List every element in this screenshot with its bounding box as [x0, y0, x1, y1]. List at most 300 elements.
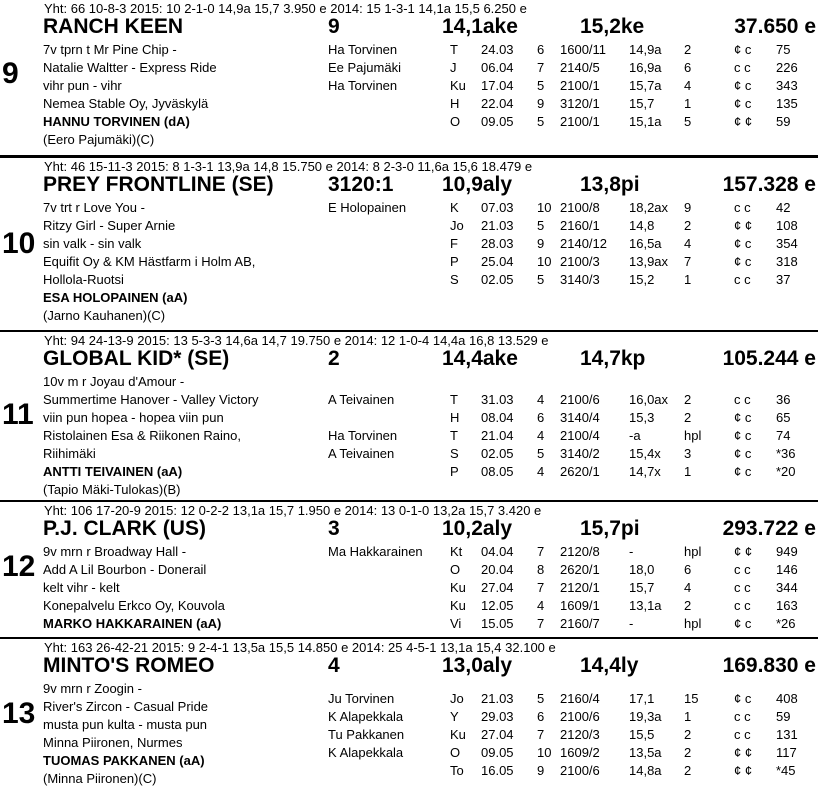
start-position: 3120:1 — [328, 173, 394, 196]
race-row — [0, 199, 818, 217]
race-prize: 226 — [776, 60, 798, 75]
race-time: 16,5a — [629, 236, 662, 251]
race-row — [0, 561, 818, 579]
race-date: 20.04 — [481, 562, 514, 577]
race-odds: c c — [734, 60, 751, 75]
race-start-number: 9 — [537, 96, 545, 111]
race-date: 21.04 — [481, 428, 514, 443]
race-date: 31.03 — [481, 392, 514, 407]
horse-entry-10 — [0, 158, 818, 330]
race-track: O — [450, 562, 461, 577]
race-time: 13,9ax — [629, 254, 669, 269]
race-prize: 59 — [776, 114, 791, 129]
race-distance: 3140/3 — [560, 272, 600, 287]
race-row — [0, 41, 818, 59]
season-record: 14,4ly — [580, 654, 639, 677]
race-row — [0, 77, 818, 95]
race-driver: K Alapekkala — [328, 745, 404, 760]
info-line: 7v trt r Love You - — [43, 200, 145, 215]
best-record: 10,9aly — [442, 173, 513, 196]
race-odds: ¢ ¢ — [734, 114, 753, 129]
info-line: 9v mrn r Broadway Hall - — [43, 544, 187, 559]
race-odds: ¢ c — [734, 616, 752, 631]
info-line: Equifit Oy & KM Hästfarm i Holm AB, — [43, 254, 256, 269]
race-odds: c c — [734, 562, 751, 577]
race-row — [0, 271, 818, 289]
horse-entry-9 — [0, 0, 818, 155]
driver-name: TUOMAS PAKKANEN (aA) — [43, 753, 205, 768]
info-line: kelt vihr - kelt — [43, 580, 120, 595]
race-driver: Ma Hakkarainen — [328, 544, 423, 559]
race-distance: 3140/2 — [560, 446, 600, 461]
race-odds: c c — [734, 580, 751, 595]
race-prize: 117 — [776, 745, 797, 760]
race-track: Ku — [450, 727, 466, 742]
race-prize: 42 — [776, 200, 791, 215]
race-position: 2 — [684, 598, 692, 613]
race-odds: ¢ c — [734, 96, 752, 111]
race-time: 14,8 — [629, 218, 655, 233]
career-stats: Yht: 46 15-11-3 2015: 8 1-3-1 13,9a 14,8 15.750 e 2014: 8 2-3-0 11,6a 15,6 18.479 e — [44, 159, 533, 174]
race-position: 6 — [684, 562, 692, 577]
info-line: (Eero Pajumäki)(C) — [43, 132, 155, 147]
best-record: 14,1ake — [442, 15, 518, 38]
race-prize: *45 — [776, 763, 796, 778]
race-position: 6 — [684, 60, 692, 75]
race-row — [0, 744, 818, 762]
start-position: 4 — [328, 654, 340, 677]
info-line: (Minna Piironen)(C) — [43, 771, 157, 786]
race-track: Jo — [450, 691, 464, 706]
race-start-number: 7 — [537, 544, 545, 559]
career-stats: Yht: 106 17-20-9 2015: 12 0-2-2 13,1a 15,7 1.950 e 2014: 13 0-1-0 13,2a 15,7 3.420 e — [44, 503, 542, 518]
career-stats: Yht: 163 26-42-21 2015: 9 2-4-1 13,5a 15,5 14.850 e 2014: 25 4-5-1 13,1a 15,4 32.100 e — [44, 640, 556, 655]
race-distance: 2140/5 — [560, 60, 600, 75]
race-date: 06.04 — [481, 60, 514, 75]
race-date: 04.04 — [481, 544, 514, 559]
race-distance: 2120/1 — [560, 580, 600, 595]
race-time: - — [629, 544, 634, 559]
race-row — [0, 543, 818, 561]
race-prize: 949 — [776, 544, 798, 559]
info-line: 7v tprn t Mr Pine Chip - — [43, 42, 177, 57]
race-odds: c c — [734, 272, 751, 287]
race-track: O — [450, 745, 461, 760]
race-row — [0, 463, 818, 481]
race-time: 15,1a — [629, 114, 662, 129]
race-prize: 354 — [776, 236, 798, 251]
race-odds: ¢ c — [734, 78, 752, 93]
race-prize: 344 — [776, 580, 798, 595]
race-time: 14,7x — [629, 464, 661, 479]
race-prize: 36 — [776, 392, 791, 407]
race-position: 2 — [684, 410, 692, 425]
race-row — [0, 708, 818, 726]
race-position: 1 — [684, 709, 692, 724]
race-start-number: 10 — [537, 745, 552, 760]
race-track: S — [450, 446, 459, 461]
race-date: 08.05 — [481, 464, 514, 479]
total-earnings: 157.328 e — [722, 173, 816, 196]
race-start-number: 7 — [537, 616, 545, 631]
race-odds: ¢ ¢ — [734, 218, 753, 233]
race-start-number: 5 — [537, 78, 545, 93]
race-distance: 2160/1 — [560, 218, 600, 233]
race-track: T — [450, 428, 458, 443]
race-start-number: 7 — [537, 60, 545, 75]
race-track: T — [450, 42, 458, 57]
race-position: 2 — [684, 392, 692, 407]
total-earnings: 169.830 e — [722, 654, 816, 677]
race-time: 15,3 — [629, 410, 655, 425]
race-date: 29.03 — [481, 709, 514, 724]
start-position: 3 — [328, 517, 340, 540]
race-row — [0, 579, 818, 597]
race-driver: A Teivainen — [328, 446, 395, 461]
race-prize: 408 — [776, 691, 798, 706]
race-prize: 146 — [776, 562, 798, 577]
race-prize: 65 — [776, 410, 791, 425]
race-time: 13,1a — [629, 598, 662, 613]
info-line: River's Zircon - Casual Pride — [43, 699, 209, 714]
race-time: -a — [629, 428, 641, 443]
info-line: sin valk - sin valk — [43, 236, 142, 251]
race-time: 17,1 — [629, 691, 655, 706]
race-driver: Ha Torvinen — [328, 78, 398, 93]
horse-name: MINTO'S ROMEO — [43, 654, 215, 677]
race-track: K — [450, 200, 459, 215]
race-date: 09.05 — [481, 745, 514, 760]
race-start-number: 10 — [537, 254, 552, 269]
race-distance: 1600/11 — [560, 42, 607, 57]
race-position: hpl — [684, 428, 702, 443]
race-time: 16,0ax — [629, 392, 669, 407]
race-start-number: 5 — [537, 272, 545, 287]
race-position: 2 — [684, 218, 692, 233]
race-row — [0, 762, 818, 780]
race-row — [0, 615, 818, 633]
race-driver: Ju Torvinen — [328, 691, 395, 706]
program-number: 11 — [2, 398, 34, 431]
race-distance: 2100/1 — [560, 114, 600, 129]
race-start-number: 10 — [537, 200, 552, 215]
race-start-number: 4 — [537, 464, 545, 479]
race-time: 13,5a — [629, 745, 662, 760]
race-row — [0, 597, 818, 615]
race-time: 15,7 — [629, 580, 655, 595]
race-prize: 74 — [776, 428, 791, 443]
race-track: P — [450, 254, 459, 269]
race-distance: 2100/4 — [560, 428, 600, 443]
race-start-number: 5 — [537, 218, 545, 233]
race-time: 14,9a — [629, 42, 662, 57]
race-track: Kt — [450, 544, 463, 559]
race-driver: K Alapekkala — [328, 709, 404, 724]
race-start-number: 4 — [537, 598, 545, 613]
race-track: Ku — [450, 580, 466, 595]
race-time: 18,2ax — [629, 200, 669, 215]
best-record: 10,2aly — [442, 517, 513, 540]
race-distance: 2100/1 — [560, 78, 600, 93]
race-start-number: 5 — [537, 446, 545, 461]
race-distance: 3120/1 — [560, 96, 600, 111]
race-track: J — [450, 60, 457, 75]
info-line: Ritzy Girl - Super Arnie — [43, 218, 176, 233]
race-time: 18,0 — [629, 562, 655, 577]
race-distance: 2620/1 — [560, 464, 600, 479]
race-date: 16.05 — [481, 763, 514, 778]
race-position: 15 — [684, 691, 699, 706]
race-date: 17.04 — [481, 78, 514, 93]
info-line: (Tapio Mäki-Tulokas)(B) — [43, 482, 181, 497]
race-distance: 3140/4 — [560, 410, 600, 425]
info-line: Ristolainen Esa & Riikonen Raino, — [43, 428, 241, 443]
race-odds: c c — [734, 598, 751, 613]
race-driver: Ha Torvinen — [328, 42, 398, 57]
race-odds: c c — [734, 727, 751, 742]
race-prize: *20 — [776, 464, 796, 479]
driver-name: MARKO HAKKARAINEN (aA) — [43, 616, 222, 631]
driver-name: ESA HOLOPAINEN (aA) — [43, 290, 188, 305]
race-prize: 318 — [776, 254, 798, 269]
race-start-number: 4 — [537, 392, 545, 407]
start-position: 2 — [328, 347, 340, 370]
program-number: 10 — [2, 227, 36, 260]
race-date: 24.03 — [481, 42, 514, 57]
race-date: 02.05 — [481, 446, 514, 461]
info-line: 9v mrn r Zoogin - — [43, 681, 142, 696]
race-driver: Tu Pakkanen — [328, 727, 405, 742]
race-date: 15.05 — [481, 616, 514, 631]
race-distance: 2100/6 — [560, 392, 600, 407]
info-line: 10v m r Joyau d'Amour - — [43, 374, 185, 389]
race-date: 25.04 — [481, 254, 514, 269]
info-line: Summertime Hanover - Valley Victory — [43, 392, 259, 407]
race-odds: ¢ c — [734, 236, 752, 251]
race-start-number: 7 — [537, 727, 545, 742]
info-line: Hollola-Ruotsi — [43, 272, 124, 287]
race-start-number: 5 — [537, 691, 545, 706]
horse-name: P.J. CLARK (US) — [43, 517, 206, 540]
race-date: 07.03 — [481, 200, 514, 215]
race-position: 4 — [684, 580, 692, 595]
info-line: Add A Lil Bourbon - Donerail — [43, 562, 207, 577]
driver-name: ANTTI TEIVAINEN (aA) — [43, 464, 183, 479]
race-odds: ¢ c — [734, 464, 752, 479]
race-prize: *36 — [776, 446, 796, 461]
race-track: Vi — [450, 616, 462, 631]
race-distance: 2120/8 — [560, 544, 600, 559]
race-distance: 2100/8 — [560, 200, 600, 215]
race-row — [0, 113, 818, 131]
race-row — [0, 95, 818, 113]
race-distance: 2100/6 — [560, 709, 600, 724]
race-track: O — [450, 114, 461, 129]
race-position: 5 — [684, 114, 692, 129]
race-distance: 2160/7 — [560, 616, 600, 631]
race-distance: 1609/1 — [560, 598, 600, 613]
race-odds: ¢ ¢ — [734, 544, 753, 559]
race-driver: A Teivainen — [328, 392, 395, 407]
race-odds: ¢ c — [734, 446, 752, 461]
race-row — [0, 217, 818, 235]
race-track: S — [450, 272, 459, 287]
race-date: 12.05 — [481, 598, 514, 613]
horse-name: GLOBAL KID* (SE) — [43, 347, 230, 370]
career-stats: Yht: 66 10-8-3 2015: 10 2-1-0 14,9a 15,7 3.950 e 2014: 15 1-3-1 14,1a 15,5 6.250 e — [44, 1, 527, 16]
info-line: viin pun hopea - hopea viin pun — [43, 410, 224, 425]
race-date: 09.05 — [481, 114, 514, 129]
race-track: Y — [450, 709, 459, 724]
race-distance: 2620/1 — [560, 562, 600, 577]
race-time: 15,7a — [629, 78, 662, 93]
race-track: T — [450, 392, 458, 407]
race-track: F — [450, 236, 458, 251]
race-row — [0, 726, 818, 744]
race-date: 21.03 — [481, 691, 514, 706]
info-line: Natalie Waltter - Express Ride — [43, 60, 217, 75]
race-time: 16,9a — [629, 60, 662, 75]
race-prize: 131 — [776, 727, 798, 742]
race-start-number: 6 — [537, 42, 545, 57]
info-line: Nemea Stable Oy, Jyväskylä — [43, 96, 209, 111]
race-row — [0, 59, 818, 77]
race-distance: 2100/3 — [560, 254, 600, 269]
race-prize: *26 — [776, 616, 796, 631]
race-odds: ¢ c — [734, 42, 752, 57]
program-number: 9 — [2, 57, 19, 90]
career-stats: Yht: 94 24-13-9 2015: 13 5-3-3 14,6a 14,7 19.750 e 2014: 12 1-0-4 14,4a 16,8 13.529 e — [44, 333, 549, 348]
race-prize: 163 — [776, 598, 798, 613]
race-position: 2 — [684, 727, 692, 742]
info-line: vihr pun - vihr — [43, 78, 122, 93]
race-position: 2 — [684, 42, 692, 57]
race-date: 02.05 — [481, 272, 514, 287]
race-row — [0, 445, 818, 463]
best-record: 13,0aly — [442, 654, 513, 677]
race-time: 15,4x — [629, 446, 661, 461]
race-odds: ¢ c — [734, 254, 752, 269]
horse-entry-11 — [0, 332, 818, 500]
race-start-number: 6 — [537, 410, 545, 425]
info-line: Minna Piironen, Nurmes — [43, 735, 183, 750]
race-start-number: 4 — [537, 428, 545, 443]
race-odds: ¢ ¢ — [734, 763, 753, 778]
race-row — [0, 235, 818, 253]
race-odds: c c — [734, 709, 751, 724]
race-row — [0, 690, 818, 708]
race-prize: 108 — [776, 218, 798, 233]
race-track: P — [450, 464, 459, 479]
season-record: 15,7pi — [580, 517, 640, 540]
race-position: 2 — [684, 763, 692, 778]
race-driver: Ha Torvinen — [328, 428, 398, 443]
race-date: 21.03 — [481, 218, 514, 233]
race-prize: 343 — [776, 78, 798, 93]
race-start-number: 6 — [537, 709, 545, 724]
race-time: - — [629, 616, 634, 631]
race-position: 1 — [684, 272, 692, 287]
race-prize: 37 — [776, 272, 791, 287]
info-line: Konepalvelu Erkco Oy, Kouvola — [43, 598, 225, 613]
race-date: 22.04 — [481, 96, 514, 111]
race-date: 27.04 — [481, 580, 514, 595]
total-earnings: 293.722 e — [722, 517, 816, 540]
info-line: musta pun kulta - musta pun — [43, 717, 208, 732]
best-record: 14,4ake — [442, 347, 518, 370]
race-row — [0, 391, 818, 409]
race-start-number: 9 — [537, 763, 545, 778]
race-position: 4 — [684, 236, 692, 251]
race-odds: ¢ c — [734, 428, 752, 443]
race-date: 28.03 — [481, 236, 514, 251]
race-prize: 135 — [776, 96, 798, 111]
race-position: 4 — [684, 78, 692, 93]
race-distance: 2100/6 — [560, 763, 600, 778]
program-number: 12 — [2, 550, 36, 583]
race-prize: 59 — [776, 709, 791, 724]
race-position: 1 — [684, 96, 692, 111]
race-distance: 1609/2 — [560, 745, 600, 760]
race-date: 08.04 — [481, 410, 514, 425]
race-date: 27.04 — [481, 727, 514, 742]
race-odds: ¢ ¢ — [734, 745, 753, 760]
race-odds: ¢ c — [734, 410, 752, 425]
race-time: 14,8a — [629, 763, 662, 778]
race-row — [0, 253, 818, 271]
race-prize: 75 — [776, 42, 791, 57]
race-distance: 2120/3 — [560, 727, 600, 742]
race-position: 3 — [684, 446, 692, 461]
race-distance: 2140/12 — [560, 236, 607, 251]
race-position: hpl — [684, 544, 702, 559]
race-row — [0, 427, 818, 445]
info-line: Riihimäki — [43, 446, 96, 461]
race-track: Jo — [450, 218, 464, 233]
race-time: 15,2 — [629, 272, 655, 287]
race-position: hpl — [684, 616, 702, 631]
race-time: 19,3a — [629, 709, 662, 724]
race-position: 7 — [684, 254, 692, 269]
race-position: 1 — [684, 464, 692, 479]
info-line: (Jarno Kauhanen)(C) — [43, 308, 166, 323]
race-track: To — [450, 763, 464, 778]
driver-name: HANNU TORVINEN (dA) — [43, 114, 190, 129]
race-start-number: 5 — [537, 114, 545, 129]
horse-entry-13 — [0, 639, 818, 802]
total-earnings: 37.650 e — [734, 15, 816, 38]
race-odds: ¢ c — [734, 691, 752, 706]
race-driver: Ee Pajumäki — [328, 60, 401, 75]
race-track: H — [450, 410, 460, 425]
race-position: 9 — [684, 200, 692, 215]
horse-name: RANCH KEEN — [43, 15, 184, 38]
race-row — [0, 409, 818, 427]
program-number: 13 — [2, 697, 36, 730]
horse-name: PREY FRONTLINE (SE) — [43, 173, 274, 196]
season-record: 15,2ke — [580, 15, 645, 38]
race-driver: E Holopainen — [328, 200, 407, 215]
season-record: 13,8pi — [580, 173, 640, 196]
race-time: 15,5 — [629, 727, 655, 742]
race-odds: c c — [734, 392, 751, 407]
race-position: 2 — [684, 745, 692, 760]
race-track: Ku — [450, 78, 466, 93]
race-track: H — [450, 96, 460, 111]
total-earnings: 105.244 e — [722, 347, 816, 370]
race-odds: c c — [734, 200, 751, 215]
horse-entry-12 — [0, 502, 818, 637]
